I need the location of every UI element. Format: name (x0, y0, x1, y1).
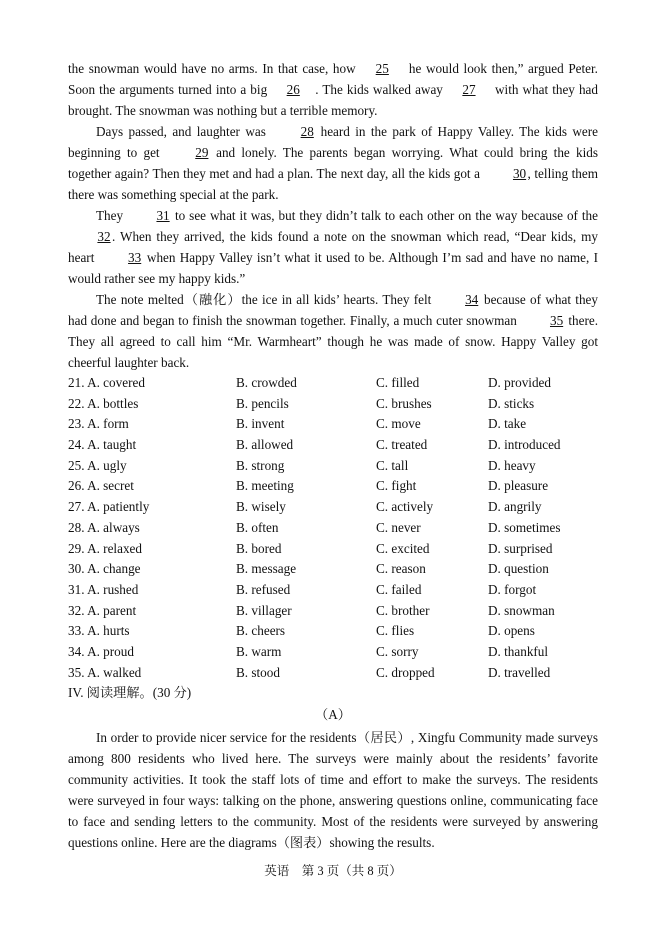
reading-paragraph: In order to provide nicer service for the residents（居民）, Xingfu Community made surveys among 800 residents who lived here. The surveys were mainly about the residents’ favorite community activities. It took the staff lots of time and effort to make the surveys. The residents were surveyed in four ways: talking on the phone, answering questions online, communicating face to face and sending letters to the community. Most of the residents were surveyed by answering questions online. Here are the diagrams（图表）showing the results. (68, 730, 598, 851)
question-number: 25. (68, 457, 85, 473)
option-d: D. provided (488, 375, 551, 390)
cloze-paragraph (68, 58, 598, 121)
question-number: 28. (68, 519, 85, 535)
option-a-text: A. walked (87, 664, 142, 680)
question-row (68, 580, 598, 601)
question-number: 34. (68, 643, 85, 659)
answer-blank: 28 (300, 124, 314, 139)
option-b: B. cheers (236, 623, 286, 639)
option-a-text: A. relaxed (87, 540, 142, 556)
question-number: 35. (68, 664, 85, 680)
option-a (68, 435, 236, 456)
option-c: C. move (376, 416, 421, 432)
option-c: C. excited (376, 540, 430, 556)
question-row (68, 559, 598, 580)
option-c: C. dropped (376, 664, 435, 680)
question-number: 27. (68, 499, 85, 515)
option-a (68, 580, 236, 601)
option-d: D. heavy (488, 457, 536, 473)
question-row (68, 373, 598, 394)
option-d: D. angrily (488, 499, 542, 515)
option-a (68, 394, 236, 415)
question-number: 30. (68, 561, 85, 577)
option-c: C. never (376, 519, 421, 535)
option-a-text: A. secret (87, 478, 134, 494)
option-a-text: A. covered (87, 375, 145, 390)
passage-text: , telling them there was something special at the park. (68, 166, 598, 202)
option-c: C. brushes (376, 395, 432, 411)
option-a (68, 539, 236, 560)
options-list (68, 373, 598, 683)
option-c: C. flies (376, 623, 415, 639)
option-a (68, 559, 236, 580)
option-a (68, 456, 236, 477)
answer-blank: 25 (375, 61, 389, 76)
option-d: D. introduced (488, 437, 561, 453)
passage-text: heard in the park of Happy Valley. The kids were beginning to get (68, 124, 598, 160)
option-a-text: A. patiently (87, 499, 150, 515)
answer-blank: 34 (465, 292, 479, 307)
option-c: C. actively (376, 499, 434, 515)
question-row (68, 601, 598, 622)
passage-text: the snowman would have no arms. In that case, how (68, 61, 361, 76)
option-c: C. treated (376, 437, 428, 453)
passage-text: and lonely. The parents began worrying. What could bring the kids together again? Then they met and had a plan. The next day, all the kids got a (68, 145, 598, 181)
passage-text: when Happy Valley isn’t what it used to be. Although I’m sad and have no name, I would rather see my happy kids.” (68, 250, 598, 286)
option-a (68, 621, 236, 642)
answer-blank: 33 (128, 250, 142, 265)
cloze-passage (68, 58, 598, 373)
passage-text: . The kids walked away (315, 82, 447, 97)
question-number: 32. (68, 602, 85, 618)
question-row (68, 642, 598, 663)
option-d: D. pleasure (488, 478, 549, 494)
question-row (68, 663, 598, 684)
option-c: C. failed (376, 581, 422, 597)
option-b: B. warm (236, 643, 282, 659)
question-row (68, 456, 598, 477)
option-d: D. thankful (488, 643, 549, 659)
option-a-text: A. bottles (87, 395, 139, 411)
question-row (68, 394, 598, 415)
option-a-text: A. always (87, 519, 140, 535)
page-footer: 英语 第 3 页（共 8 页） (264, 864, 402, 878)
passage-text: to see what it was, but they didn’t talk to each other on the way because of the (171, 208, 598, 223)
option-d: D. snowman (488, 602, 555, 618)
option-a (68, 373, 236, 394)
option-a-text: A. change (87, 561, 141, 577)
option-b: B. meeting (236, 478, 294, 494)
answer-blank: 26 (286, 82, 300, 97)
option-c: C. filled (376, 375, 420, 390)
option-a (68, 518, 236, 539)
passage-text: They (96, 208, 128, 223)
passage-text: . When they arrived, the kids found a note on the snowman which read, “Dear kids, my heart (68, 229, 598, 265)
question-number: 33. (68, 623, 85, 639)
option-a-text: A. taught (87, 437, 137, 453)
option-d: D. sometimes (488, 519, 561, 535)
passage-text: The note melted（融化）the ice in all kids’ hearts. They felt (96, 292, 436, 307)
answer-blank: 31 (156, 208, 170, 223)
question-row (68, 539, 598, 560)
passage-text: there. They all agreed to call him “Mr. Warmheart” though he was made of snow. Happy Valley got cheerful laughter back. (68, 313, 599, 370)
question-number: 22. (68, 395, 85, 411)
question-number: 23. (68, 416, 85, 432)
option-b: B. often (236, 519, 279, 535)
option-c: C. brother (376, 602, 430, 618)
option-d: D. forgot (488, 581, 537, 597)
option-a-text: A. rushed (87, 581, 139, 597)
question-number: 24. (68, 437, 85, 453)
option-b: B. message (236, 561, 297, 577)
option-b: B. pencils (236, 395, 289, 411)
option-b: B. invent (236, 416, 285, 432)
option-c: C. tall (376, 457, 409, 473)
option-b: B. stood (236, 664, 280, 680)
option-d: D. sticks (488, 395, 535, 411)
answer-blank: 30 (512, 166, 527, 181)
question-row (68, 621, 598, 642)
passage-text: because of what they had done and began to finish the snowman together. Finally, a much cuter snowman (68, 292, 599, 328)
option-c: C. fight (376, 478, 417, 494)
question-row (68, 414, 598, 435)
option-c: C. sorry (376, 643, 419, 659)
question-number: 21. (68, 375, 85, 390)
option-d: D. opens (488, 623, 535, 639)
answer-blank: 27 (462, 82, 476, 97)
question-row (68, 497, 598, 518)
passage-text: Days passed, and laughter was (96, 124, 272, 139)
answer-blank: 35 (549, 313, 564, 328)
option-a (68, 476, 236, 497)
question-row (68, 518, 598, 539)
exam-page (68, 58, 598, 853)
option-a-text: A. parent (87, 602, 137, 618)
option-c: C. reason (376, 561, 426, 577)
option-b: B. strong (236, 457, 285, 473)
cloze-paragraph (68, 121, 598, 205)
option-b: B. refused (236, 581, 291, 597)
option-a (68, 601, 236, 622)
option-b: B. allowed (236, 437, 294, 453)
option-d: D. travelled (488, 664, 551, 680)
option-a-text: A. hurts (87, 623, 130, 639)
option-d: D. take (488, 416, 527, 432)
option-a-text: A. proud (87, 643, 134, 659)
section-heading: IV. 阅读理解。(30 分) (68, 685, 192, 701)
question-number: 26. (68, 478, 85, 494)
cloze-paragraph (68, 289, 598, 373)
passage-label: （A） (315, 707, 351, 723)
question-row (68, 476, 598, 497)
option-d: D. surprised (488, 540, 553, 556)
passage-text: with what they had brought. The snowman was nothing but a terrible memory. (68, 82, 598, 118)
option-a (68, 642, 236, 663)
option-a-text: A. form (87, 416, 129, 432)
option-b: B. wisely (236, 499, 286, 515)
option-b: B. villager (236, 602, 292, 618)
question-number: 31. (68, 581, 85, 597)
option-a (68, 497, 236, 518)
answer-blank: 32 (97, 229, 111, 244)
cloze-paragraph (68, 205, 598, 289)
option-b: B. crowded (236, 375, 297, 390)
option-a-text: A. ugly (87, 457, 127, 473)
option-a (68, 663, 236, 684)
passage-text: he would look then,” argued Peter. Soon the arguments turned into a big (68, 61, 598, 97)
question-row (68, 435, 598, 456)
option-b: B. bored (236, 540, 282, 556)
option-d: D. question (488, 561, 549, 577)
option-a (68, 414, 236, 435)
question-number: 29. (68, 540, 85, 556)
answer-blank: 29 (195, 145, 209, 160)
